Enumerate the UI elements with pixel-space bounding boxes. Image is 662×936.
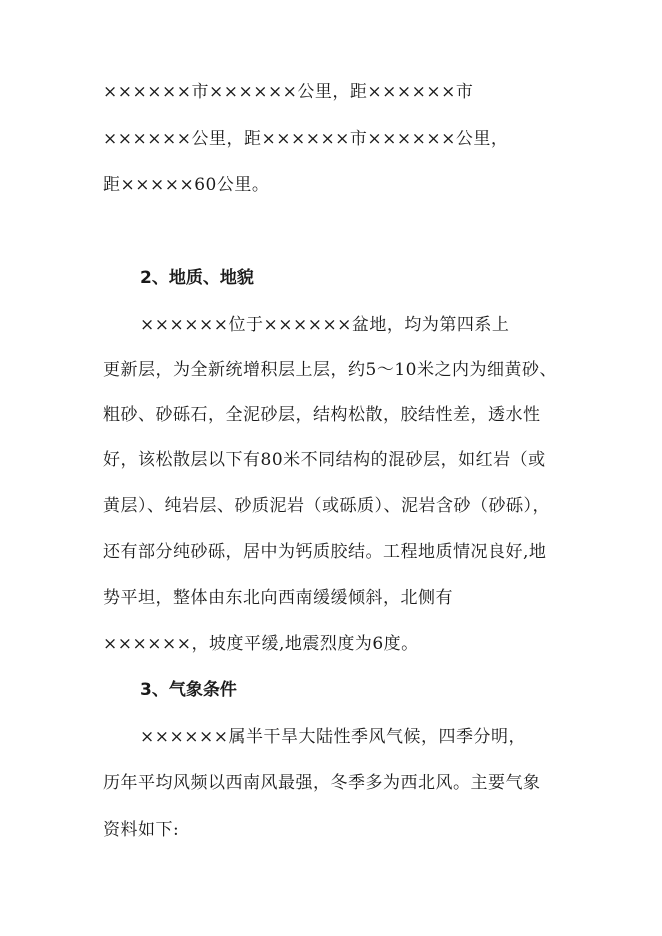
geology-line-8: ××××××，坡度平缓,地震烈度为6度。 bbox=[103, 634, 419, 654]
section-heading-geology: 2、地质、地貌 bbox=[140, 268, 254, 288]
geology-line-6: 还有部分纯砂砾，居中为钙质胶结。工程地质情况良好,地 bbox=[103, 542, 547, 562]
geology-line-4: 好，该松散层以下有80米不同结构的混砂层，如红岩（或 bbox=[103, 450, 546, 470]
geology-line-3: 粗砂、砂砾石，全泥砂层，结构松散，胶结性差，透水性 bbox=[103, 405, 541, 425]
geology-line-7: 势平坦，整体由东北向西南缓缓倾斜，北侧有 bbox=[103, 588, 453, 608]
geology-line-5: 黄层）、纯岩层、砂质泥岩（或砾质）、泥岩含砂（砂砾）， bbox=[103, 496, 550, 516]
climate-line-3: 资料如下: bbox=[103, 820, 180, 840]
climate-line-2: 历年平均风频以西南风最强，冬季多为西北风。主要气象 bbox=[103, 773, 541, 793]
section-heading-climate: 3、气象条件 bbox=[140, 680, 237, 700]
intro-line-2: ××××××公里，距××××××市××××××公里， bbox=[103, 129, 509, 149]
intro-line-1: ××××××市××××××公里，距××××××市 bbox=[103, 82, 474, 102]
geology-line-2: 更新层，为全新统增积层上层，约5～10米之内为细黄砂、 bbox=[103, 360, 557, 380]
geology-line-1: ××××××位于××××××盆地，均为第四系上 bbox=[140, 315, 510, 335]
intro-line-3: 距×××××60公里。 bbox=[103, 175, 270, 195]
climate-line-1: ××××××属半干旱大陆性季风气候，四季分明， bbox=[140, 727, 526, 747]
